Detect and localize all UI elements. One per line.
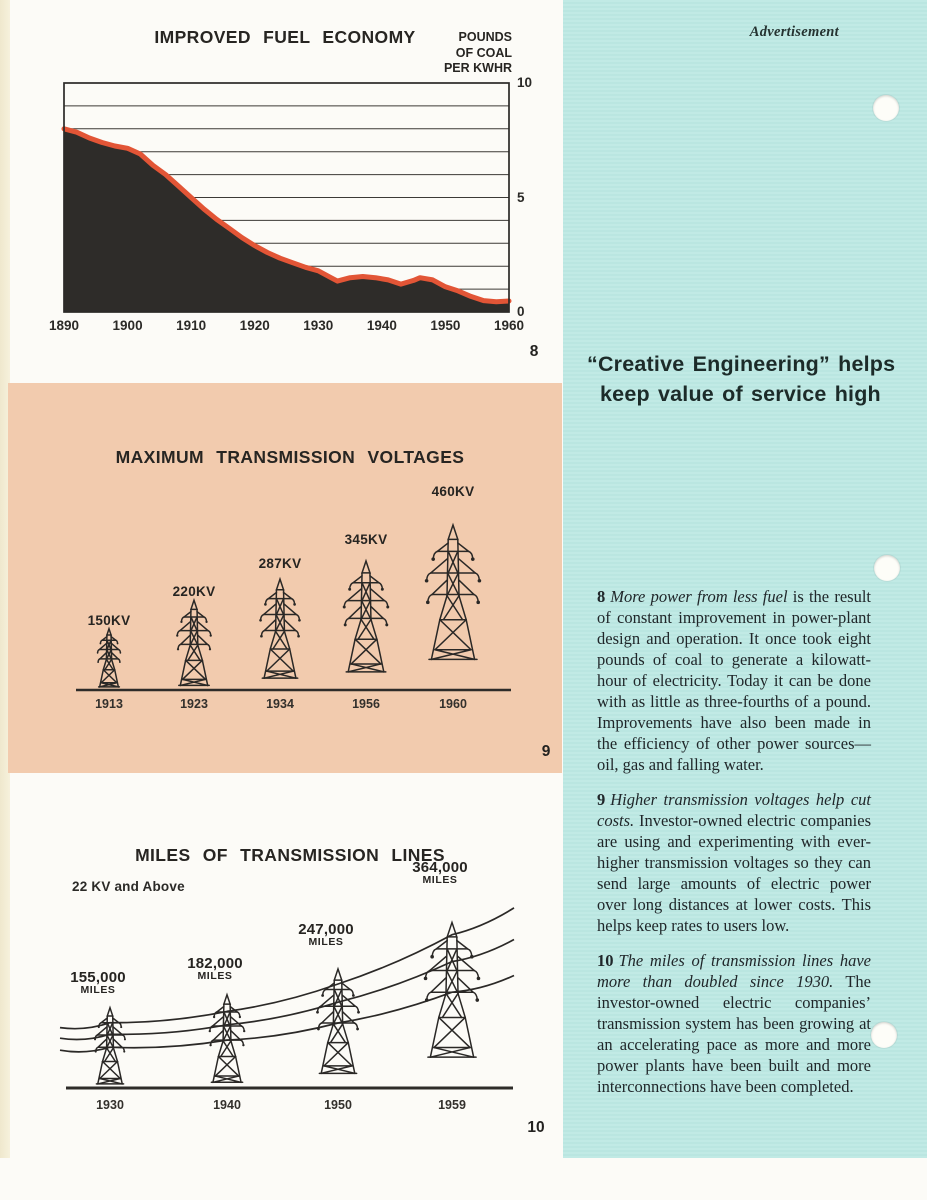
miles-value-label xyxy=(43,970,153,996)
y-tick-label: 10 xyxy=(517,75,533,90)
transmission-tower xyxy=(176,600,212,685)
paragraph-10 xyxy=(597,950,871,1097)
paragraph-lead: The miles of transmission lines have more than doubled since 1930. xyxy=(597,951,871,991)
paragraph-text: Investor-owned electric companies are using and experimenting with ever-higher transmission voltages so they can send large amounts of electric power over long distances at lower costs. This helps keep rates to users low. xyxy=(597,811,871,935)
year-label: 1934 xyxy=(266,697,294,711)
voltage-label: 345KV xyxy=(344,531,388,547)
miles-unit-word: MILES xyxy=(80,984,116,997)
miles-value-number: 182,000 xyxy=(187,955,243,973)
paragraph-8 xyxy=(597,586,871,775)
x-tick-label: 1930 xyxy=(303,318,334,333)
unit-line: OF COAL xyxy=(455,45,512,60)
x-tick-label: 1890 xyxy=(48,318,80,333)
paragraph-text: is the result of constant improvement in power-plant design and operation. It once took eight pounds of coal to generate a kilowatt-hour of electricity. Today it can be done with as little as three-fourths of a pound. Improvements have also been made in the efficiency of other power sources—oil, gas and falling water. xyxy=(597,587,871,774)
figure-number-9: 9 xyxy=(541,743,551,760)
x-tick-label: 1950 xyxy=(430,318,461,333)
voltage-label: 220KV xyxy=(172,583,216,599)
unit-line: POUNDS xyxy=(458,30,512,44)
fuel-chart-title: IMPROVED FUEL ECONOMY xyxy=(154,27,416,47)
year-label: 1940 xyxy=(213,1098,241,1112)
fuel-x-axis xyxy=(48,318,525,336)
x-tick-label: 1910 xyxy=(176,318,207,333)
year-label: 1960 xyxy=(439,697,467,711)
miles-chart-subtitle: 22 KV and Above xyxy=(72,879,185,894)
fuel-y-axis xyxy=(517,75,547,319)
transmission-tower xyxy=(343,561,390,672)
year-label: 1956 xyxy=(352,697,380,711)
miles-value-label xyxy=(271,922,381,948)
unit-line: PER KWHR xyxy=(443,61,512,75)
paragraph-text: The investor-owned electric companies’ transmission system has been growing at an accelerating pace as more and more power plants have been built and more interconnections have been completed. xyxy=(597,972,871,1096)
ad-headline xyxy=(587,349,902,409)
voltage-label: 150KV xyxy=(87,612,131,628)
miles-value-label xyxy=(160,956,270,982)
advertisement-column xyxy=(563,0,927,1158)
y-tick-label: 0 xyxy=(517,304,525,319)
miles-value-number: 247,000 xyxy=(298,921,354,938)
year-label: 1959 xyxy=(438,1098,466,1112)
miles-unit-word: MILES xyxy=(197,970,233,983)
figure-number-10: 10 xyxy=(527,1119,545,1136)
voltage-label: 287KV xyxy=(258,555,302,571)
punch-hole xyxy=(871,1022,897,1048)
paragraph-lead: Higher transmission voltages help cut costs. xyxy=(597,790,871,830)
miles-chart-title: MILES OF TRANSMISSION LINES xyxy=(135,845,445,865)
paragraph-number: 10 xyxy=(597,951,614,970)
fuel-economy-area-chart xyxy=(63,82,510,313)
x-tick-label: 1960 xyxy=(493,318,525,333)
transmission-tower xyxy=(97,629,121,687)
paragraph-lead: More power from less fuel xyxy=(610,587,788,606)
transmission-tower xyxy=(425,525,481,659)
paragraph-9 xyxy=(597,789,871,936)
y-tick-label: 5 xyxy=(517,189,525,205)
miles-unit-word: MILES xyxy=(422,874,458,887)
transmission-tower xyxy=(259,579,301,678)
paragraph-number: 9 xyxy=(597,790,606,809)
paragraph-number: 8 xyxy=(597,587,606,606)
x-tick-label: 1920 xyxy=(239,318,270,333)
punch-hole xyxy=(874,555,900,581)
voltages-pictorial-chart xyxy=(70,478,520,723)
advertisement-label: Advertisement xyxy=(749,24,839,40)
year-label: 1930 xyxy=(96,1098,124,1112)
ad-headline-line1: “Creative Engineering” helps xyxy=(587,352,896,376)
year-label: 1950 xyxy=(324,1098,352,1112)
miles-value-label xyxy=(385,860,495,886)
transmission-tower xyxy=(209,995,246,1083)
miles-value-number: 364,000 xyxy=(412,859,468,877)
ad-body-copy xyxy=(597,586,871,1111)
x-tick-label: 1900 xyxy=(112,318,143,333)
figure-number-8: 8 xyxy=(529,343,539,360)
ad-headline-line2: keep value of service high xyxy=(600,382,881,406)
miles-value-number: 155,000 xyxy=(70,969,126,987)
x-tick-label: 1940 xyxy=(366,318,397,333)
transmission-tower xyxy=(94,1008,126,1084)
year-label: 1923 xyxy=(180,697,208,711)
year-label: 1913 xyxy=(95,697,123,711)
fuel-chart-unit-label xyxy=(392,30,512,77)
punch-hole xyxy=(873,95,899,121)
voltages-chart-title: MAXIMUM TRANSMISSION VOLTAGES xyxy=(115,447,465,467)
voltage-label: 460KV xyxy=(431,484,475,500)
miles-unit-word: MILES xyxy=(308,936,344,948)
